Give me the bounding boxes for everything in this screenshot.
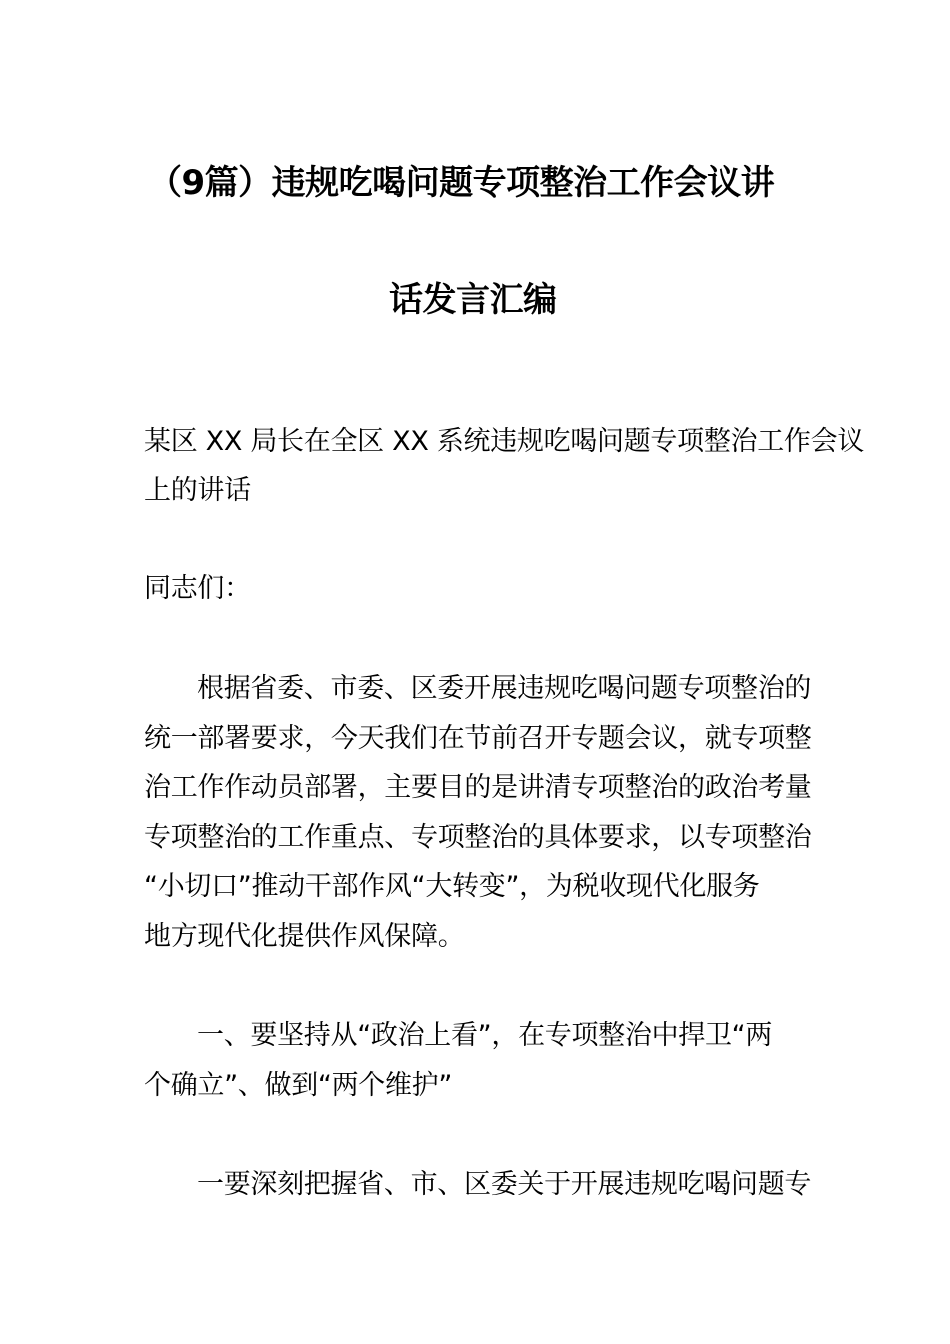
salutation: 同志们： [144, 573, 251, 604]
paragraph-3-line-1: 一要深刻把握省、市、区委关于开展违规吃喝问题专 [197, 1169, 812, 1200]
section-heading-1-line-1: 一、要坚持从“政治上看”，在专项整治中捍卫“两 [197, 1020, 773, 1051]
subtitle-line-1: 某区 XX 局长在全区 XX 系统违规吃喝问题专项整治工作会议 [144, 426, 865, 457]
paragraph-1-line-1: 根据省委、市委、区委开展违规吃喝问题专项整治的 [197, 673, 812, 704]
subtitle-line-2: 上的讲话 [144, 475, 251, 506]
paragraph-1-line-2: 统一部署要求，今天我们在节前召开专题会议，就专项整 [144, 723, 812, 754]
paragraph-1-line-6: 地方现代化提供作风保障。 [144, 921, 465, 952]
paragraph-1-line-3: 治工作作动员部署，主要目的是讲清专项整治的政治考量 [144, 772, 812, 803]
document-title-line-1: （9篇）违规吃喝问题专项整治工作会议讲 [148, 163, 775, 203]
section-heading-1-line-2: 个确立”、做到“两个维护” [144, 1070, 453, 1101]
paragraph-1-line-5: “小切口”推动干部作风“大转变”，为税收现代化服务 [144, 871, 760, 902]
paragraph-1-line-4: 专项整治的工作重点、专项整治的具体要求，以专项整治 [144, 822, 812, 853]
document-title-line-2: 话发言汇编 [389, 280, 557, 320]
